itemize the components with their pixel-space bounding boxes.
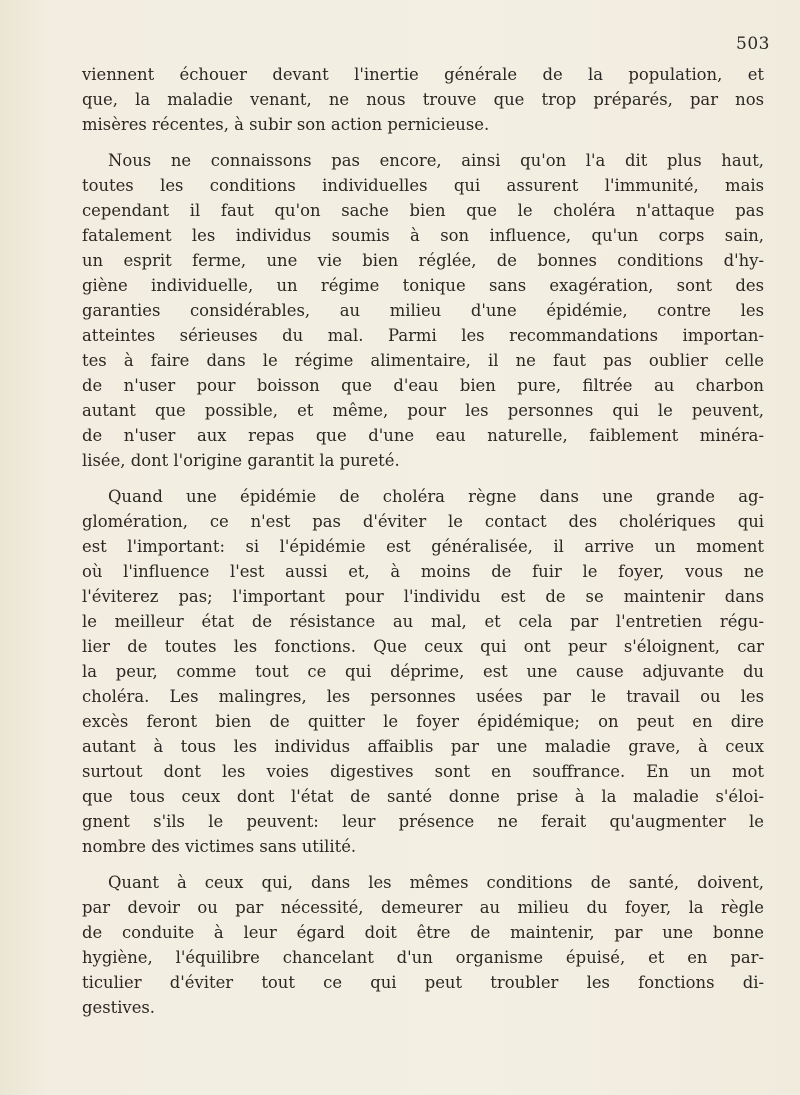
text-line: gestives. xyxy=(82,998,156,1017)
text-line: excès feront bien de quitter le foyer épidémique; on peut en dire xyxy=(82,712,764,731)
text-line: que, la maladie venant, ne nous trouve que trop préparés, par nos xyxy=(82,90,764,109)
text-line: glomération, ce n'est pas d'éviter le contact des cholériques qui xyxy=(82,512,764,531)
body-text xyxy=(82,62,764,1031)
text-line: misères récentes, à subir son action pernicieuse. xyxy=(82,115,490,134)
text-line: cependant il faut qu'on sache bien que le choléra n'attaque pas xyxy=(82,201,764,220)
text-line: est l'important: si l'épidémie est généralisée, il arrive un moment xyxy=(82,537,764,556)
text-line: Nous ne connaissons pas encore, ainsi qu'on l'a dit plus haut, xyxy=(108,151,764,170)
text-line: un esprit ferme, une vie bien réglée, de bonnes conditions d'hy- xyxy=(82,251,764,270)
text-line: Quand une épidémie de choléra règne dans une grande ag- xyxy=(108,487,764,506)
text-line: viennent échouer devant l'inertie générale de la population, et xyxy=(82,65,764,84)
text-line: ticulier d'éviter tout ce qui peut troubler les fonctions di- xyxy=(82,973,764,992)
text-line: gnent s'ils le peuvent: leur présence ne ferait qu'augmenter le xyxy=(82,812,764,831)
text-line: lier de toutes les fonctions. Que ceux qui ont peur s'éloignent, car xyxy=(82,637,764,656)
text-line: fatalement les individus soumis à son influence, qu'un corps sain, xyxy=(82,226,764,245)
text-line: surtout dont les voies digestives sont en souffrance. En un mot xyxy=(82,762,764,781)
text-line: choléra. Les malingres, les personnes usées par le travail ou les xyxy=(82,687,764,706)
text-line: atteintes sérieuses du mal. Parmi les recommandations importan- xyxy=(82,326,764,345)
text-line: par devoir ou par nécessité, demeurer au milieu du foyer, la règle xyxy=(82,898,764,917)
text-line: garanties considérables, au milieu d'une épidémie, contre les xyxy=(82,301,764,320)
paragraph xyxy=(82,62,764,137)
text-line: où l'influence l'est aussi et, à moins de fuir le foyer, vous ne xyxy=(82,562,764,581)
text-line: le meilleur état de résistance au mal, et cela par l'entretien régu- xyxy=(82,612,764,631)
text-line: de n'user aux repas que d'une eau naturelle, faiblement minéra- xyxy=(82,426,764,445)
paragraph xyxy=(82,870,764,1020)
paragraph xyxy=(82,484,764,859)
text-line: hygiène, l'équilibre chancelant d'un organisme épuisé, et en par- xyxy=(82,948,764,967)
text-line: tes à faire dans le régime alimentaire, il ne faut pas oublier celle xyxy=(82,351,764,370)
text-line: l'éviterez pas; l'important pour l'individu est de se maintenir dans xyxy=(82,587,764,606)
text-line: lisée, dont l'origine garantit la pureté. xyxy=(82,451,400,470)
text-line: toutes les conditions individuelles qui assurent l'immunité, mais xyxy=(82,176,764,195)
text-line: giène individuelle, un régime tonique sans exagération, sont des xyxy=(82,276,764,295)
text-line: Quant à ceux qui, dans les mêmes conditions de santé, doivent, xyxy=(108,873,764,892)
text-line: nombre des victimes sans utilité. xyxy=(82,837,357,856)
text-line: autant que possible, et même, pour les personnes qui le peuvent, xyxy=(82,401,764,420)
text-line: la peur, comme tout ce qui déprime, est une cause adjuvante du xyxy=(82,662,764,681)
text-line: de n'user pour boisson que d'eau bien pure, filtrée au charbon xyxy=(82,376,764,395)
page-number: 503 xyxy=(736,34,770,54)
text-line: que tous ceux dont l'état de santé donne prise à la maladie s'éloi- xyxy=(82,787,764,806)
paragraph xyxy=(82,148,764,473)
text-line: autant à tous les individus affaiblis par une maladie grave, à ceux xyxy=(82,737,764,756)
text-line: de conduite à leur égard doit être de maintenir, par une bonne xyxy=(82,923,764,942)
